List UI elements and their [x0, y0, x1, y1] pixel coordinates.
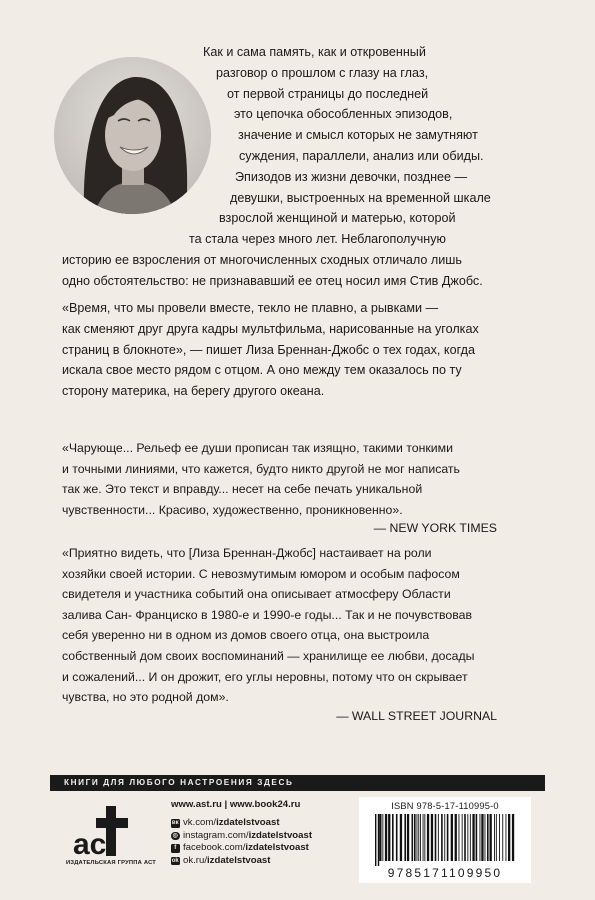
intro-line: Эпизодов из жизни девочки, позднее — [235, 169, 468, 184]
barcode-bar [382, 814, 383, 861]
barcode-bar [423, 814, 424, 861]
barcode-panel [359, 797, 531, 883]
intro-line: суждения, параллели, анализ или обиды. [239, 148, 484, 163]
instagram-icon: ◎ [172, 832, 178, 839]
intro-line: это цепочка обособленных эпизодов, [234, 107, 453, 122]
paragraph-line: «Время, что мы провели вместе, текло не плавно, а рывками — [62, 301, 439, 315]
quote-line: свидетеля и участника событий она описывает атмосферу Области [62, 587, 451, 602]
barcode-bar [396, 814, 398, 861]
barcode-bar [485, 814, 486, 861]
quote-line: и сожалений... И он дрожит, его углы неровны, потому что он скрывает [62, 669, 468, 684]
barcode-bar [375, 814, 376, 866]
barcode-bar [496, 814, 497, 861]
barcode-bar [464, 814, 466, 861]
barcode-bar [451, 814, 453, 861]
intro-line: та стала через много лет. Неблагополучную [189, 232, 446, 247]
isbn-number: ISBN 978-5-17-110995-0 [391, 801, 499, 811]
barcode-bar [490, 814, 492, 861]
barcode-bar [420, 814, 421, 861]
social-prefix: ok.ru/ [183, 854, 207, 866]
review-source-nyt: — NEW YORK TIMES [373, 521, 497, 535]
intro-line: историю ее взросления от многочисленных сходных отличало лишь [62, 252, 462, 267]
barcode-bar [392, 814, 394, 861]
quote-line: и точными линиями, что кажется, будто никто другой не мог написать [62, 461, 460, 476]
barcode-bar [427, 814, 429, 861]
barcode-bar [470, 814, 471, 861]
barcode-bar [444, 814, 445, 861]
barcode-bar [499, 814, 500, 861]
publisher-name: ИЗДАТЕЛЬСКАЯ ГРУППА АСТ [66, 860, 157, 866]
social-handle: izdatelstvoast [245, 842, 309, 853]
social-link-vk[interactable] [171, 817, 312, 830]
barcode-bar [480, 814, 481, 861]
barcode-bar [447, 814, 449, 861]
social-link-odnoklassniki[interactable] [171, 855, 312, 868]
social-links [171, 817, 312, 867]
social-prefix: facebook.com/ [183, 842, 246, 853]
barcode-bar [481, 814, 483, 861]
review-quote-wsj [62, 543, 475, 708]
barcode-bar [400, 814, 402, 861]
barcode-bar [487, 814, 489, 861]
barcode-bar [424, 814, 425, 861]
barcode-bar [467, 814, 468, 861]
facebook-icon: f [171, 844, 180, 853]
barcode-bar [512, 814, 514, 861]
barcode-bar [506, 814, 507, 861]
paragraph-line: искала свое место рядом с отцом. А оно между тем оказалось по ту [62, 363, 462, 378]
intro-line: разговор о прошлом с глазу на глаз, [216, 65, 429, 80]
barcode-bar [404, 814, 406, 861]
barcode-bar [418, 814, 419, 861]
review-source-wsj: — WALL STREET JOURNAL [336, 709, 497, 723]
barcode-bar [476, 814, 478, 861]
barcode-bar [407, 814, 409, 861]
ast-logo-icon [72, 802, 136, 858]
intro-line: Как и сама память, как и откровенный [203, 45, 426, 59]
social-handle: izdatelstvoast [216, 817, 280, 828]
publisher-websites[interactable]: www.ast.ru | www.book24.ru [171, 799, 301, 810]
description-paragraph [62, 298, 479, 402]
tagline-text: КНИГИ ДЛЯ ЛЮБОГО НАСТРОЕНИЯ ЗДЕСЬ [64, 778, 294, 787]
quote-line: залива Сан- Франциско в 1980-е и 1990-е годы... Так и не почувствовав [62, 607, 472, 622]
intro-line: девушки, выстроенных на временной шкале [230, 190, 491, 205]
odnoklassniki-icon: ok [171, 857, 179, 864]
quote-line: чувственности... Красиво, художественно, проникновенно». [62, 502, 403, 517]
barcode-bar [435, 814, 437, 861]
barcode-bar [502, 814, 503, 861]
barcode-bar [455, 814, 457, 861]
social-handle: izdatelstvoast [248, 829, 313, 841]
quote-line: хозяйки своей истории. С невозмутимым юмором и особым пафосом [62, 566, 460, 581]
intro-line: значение и смысл которых не замутняют [238, 128, 478, 143]
social-prefix: vk.com/ [183, 817, 217, 828]
barcode-bar [414, 814, 416, 861]
intro-paragraph [0, 42, 595, 292]
barcode-bar [379, 814, 381, 861]
quote-line: себя уверенно ни в одном из домов своего отца, она выстроила [62, 628, 430, 643]
barcode-bar [438, 814, 439, 861]
publisher-logo [66, 802, 157, 876]
barcode-bar [417, 814, 418, 861]
quote-line: «Чарующе... Рельеф ее души прописан так изящно, такими тонкими [62, 441, 453, 455]
social-prefix: instagram.com/ [183, 829, 249, 841]
barcode-bar [441, 814, 443, 861]
barcode-bar [508, 814, 510, 861]
barcode-image [373, 814, 519, 866]
barcode-bar [385, 814, 387, 861]
paragraph-line: страниц в блокноте», — пишет Лиза Бреннан-Джобс о тех годах, когда [62, 342, 475, 357]
logo-lettering: act [73, 828, 117, 858]
ean-digits: 9785171109950 [387, 866, 503, 880]
quote-line: так же. Это текст и вправду... несет на себе печать уникальной [62, 482, 423, 497]
paragraph-line: как сменяют друг друга кадры мультфильма, нарисованные на уголках [62, 321, 479, 336]
intro-line: одно обстоятельство: не признававший ее отец носил имя Стив Джобс. [62, 273, 483, 288]
paragraph-line: сторону материка, на берегу другого океана. [62, 384, 325, 399]
social-handle: izdatelstvoast [207, 854, 271, 866]
review-quote-nyt [62, 438, 460, 520]
vk-icon: вк [171, 820, 179, 826]
social-link-facebook[interactable] [171, 842, 312, 855]
quote-line: собственный дом своих воспоминаний — хранилище ее любви, досады [62, 648, 475, 663]
social-link-instagram[interactable] [171, 830, 312, 843]
intro-line: взрослой женщиной и матерью, которой [219, 211, 456, 226]
barcode-bar [462, 814, 463, 861]
quote-line: «Приятно видеть, что [Лиза Бреннан-Джобс] настаивает на роли [62, 546, 432, 560]
intro-line: от первой страницы до последней [227, 86, 429, 101]
barcode-bar [412, 814, 414, 861]
barcode-bar [494, 814, 495, 861]
barcode-bar [378, 814, 379, 866]
barcode-bar [388, 814, 390, 861]
quote-line: чувства, но это родной дом». [62, 690, 229, 705]
barcode-bar [431, 814, 433, 861]
barcode-bar [459, 814, 460, 861]
barcode-bar [472, 814, 474, 861]
